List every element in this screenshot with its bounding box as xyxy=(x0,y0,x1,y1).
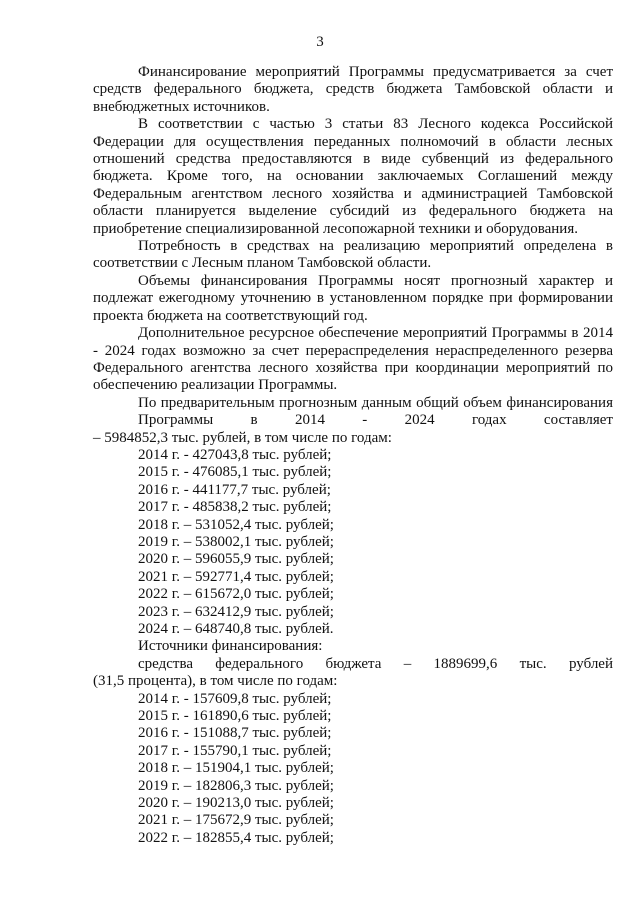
total-year-item: 2020 г. – 596055,9 тыс. рублей; xyxy=(138,551,334,568)
federal-year-item: 2020 г. – 190213,0 тыс. рублей; xyxy=(138,795,334,812)
total-year-item: 2021 г. – 592771,4 тыс. рублей; xyxy=(138,568,334,585)
federal-budget-share: (31,5 процента), в том числе по годам: xyxy=(93,673,338,690)
federal-year-item: 2014 г. - 157609,8 тыс. рублей; xyxy=(138,690,332,707)
federal-by-year-list xyxy=(93,691,613,848)
total-year-item: 2017 г. - 485838,2 тыс. рублей; xyxy=(138,499,332,516)
paragraph-forest-code: В соответствии с частью 3 статьи 83 Лесного кодекса Российской Федерации для осуществления переданных полномочий в области лесных отношений средства предоставляются в виде субвенций из федерального бюджета. Кроме того, на основании заключаемых Соглашений между Федеральным агентством лесного хозяйства и администрацией Тамбовской области планируется выделение субсидий из федерального бюджета на приобретение специализированной лесопожарной техники и оборудования. xyxy=(93,116,613,237)
paragraph-forecast-nature: Объемы финансирования Программы носят прогнозный характер и подлежат ежегодному уточнению в установленном порядке при формировании проекта бюджета на соответствующий год. xyxy=(93,272,613,324)
paragraph-additional-resources: Дополнительное ресурсное обеспечение мероприятий Программы в 2014 - 2024 годах возможно за счет перераспределения нераспределенного резерва Федерального агентства лесного хозяйства при координации мероприятий по обеспечению реализации Программы. xyxy=(93,325,613,394)
federal-budget-line: средства федерального бюджета – 1889699,6 тыс. рублей xyxy=(138,655,613,672)
total-year-item: 2015 г. - 476085,1 тыс. рублей; xyxy=(138,464,332,481)
total-volume-intro: По предварительным прогнозным данным общий объем финансирования Программы в 2014 - 2024 годах составляет xyxy=(138,394,613,429)
document-body xyxy=(93,64,613,847)
federal-year-item: 2021 г. – 175672,9 тыс. рублей; xyxy=(138,812,334,829)
total-year-item: 2014 г. - 427043,8 тыс. рублей; xyxy=(138,446,332,463)
total-year-item: 2023 г. – 632412,9 тыс. рублей; xyxy=(138,603,334,620)
federal-year-item: 2022 г. – 182855,4 тыс. рублей; xyxy=(138,829,334,846)
total-year-item: 2019 г. – 538002,1 тыс. рублей; xyxy=(138,533,334,550)
total-year-item: 2018 г. – 531052,4 тыс. рублей; xyxy=(138,516,334,533)
total-year-item: 2022 г. – 615672,0 тыс. рублей; xyxy=(138,586,334,603)
federal-year-item: 2019 г. – 182806,3 тыс. рублей; xyxy=(138,777,334,794)
total-year-item: 2016 г. - 441177,7 тыс. рублей; xyxy=(138,481,331,498)
page-number: 3 xyxy=(316,34,324,50)
total-year-item: 2024 г. – 648740,8 тыс. рублей. xyxy=(138,621,334,637)
paragraph-financing-sources: Финансирование мероприятий Программы предусматривается за счет средств федерального бюджета, средств бюджета Тамбовской области и внебюджетных источников. xyxy=(93,64,613,115)
federal-year-item: 2016 г. - 151088,7 тыс. рублей; xyxy=(138,725,332,742)
paragraph-forest-plan: Потребность в средствах на реализацию мероприятий определена в соответствии с Лесным планом Тамбовской области. xyxy=(93,238,613,272)
federal-year-item: 2017 г. - 155790,1 тыс. рублей; xyxy=(138,742,332,759)
sources-heading: Источники финансирования: xyxy=(138,638,323,655)
total-volume-amount: – 5984852,3 тыс. рублей, в том числе по годам: xyxy=(93,429,392,446)
total-by-year-list xyxy=(93,447,613,638)
federal-year-item: 2015 г. - 161890,6 тыс. рублей; xyxy=(138,708,332,725)
federal-year-item: 2018 г. – 151904,1 тыс. рублей; xyxy=(138,760,334,777)
